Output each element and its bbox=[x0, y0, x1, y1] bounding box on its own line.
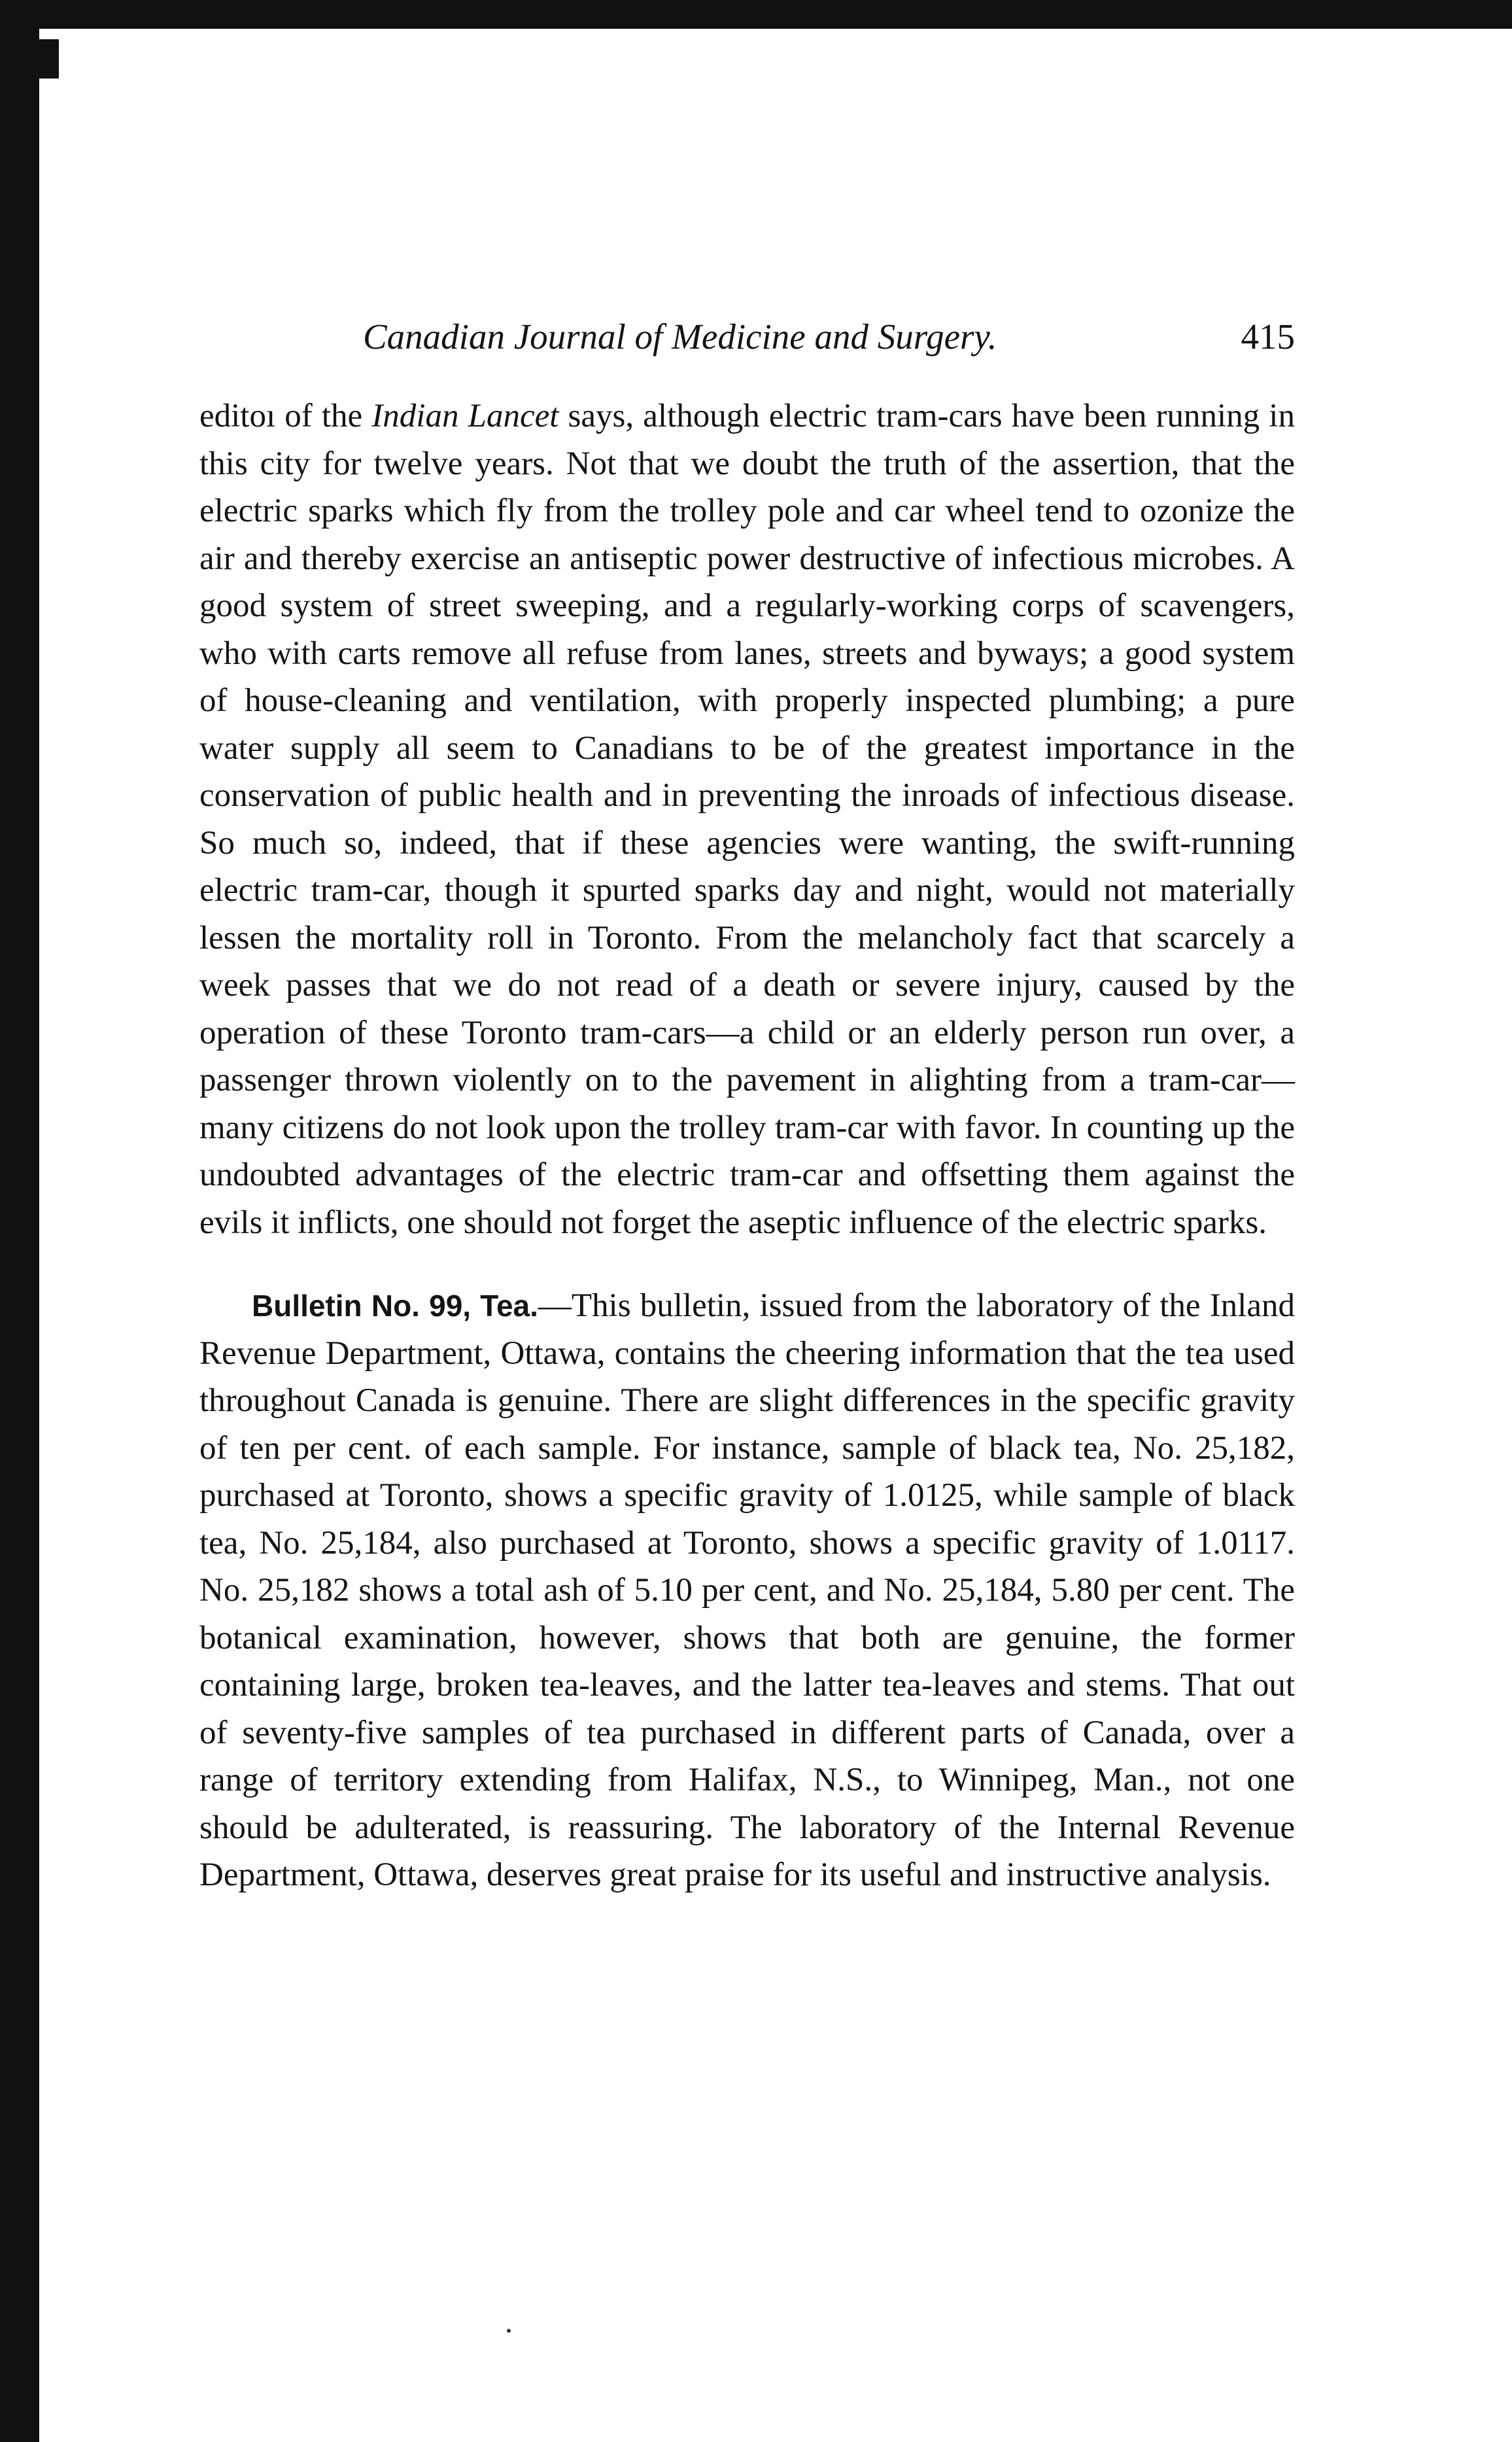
scan-top-border bbox=[0, 0, 1512, 29]
page-number: 415 bbox=[1241, 317, 1295, 357]
paragraph-tea-text: —This bulletin, issued from the laboratory of the Inland Revenue Department, Ottawa, contains the cheering information that the tea used throughout Canada is genuine. There are slight differences in the specific gravity of ten per cent. of each sample. For instance, sample of black tea, No. 25,182, purchased at Toronto, shows a specific gravity of 1.0125, while sample of black tea, No. 25,184, also purchased at Toronto, shows a specific gravity of 1.0117. No. 25,182 shows a total ash of 5.10 per cent, and No. 25,184, 5.80 per cent. The botanical examination, however, shows that both are genuine, the former containing large, broken tea-leaves, and the latter tea-leaves and stems. That out of seventy-five samples of tea purchased in different parts of Canada, over a range of territory extending from Halifax, N.S., to Winnipeg, Man., not one should be adulterated, is reassuring. The laboratory of the Internal Revenue Department, Ottawa, deserves great praise for its useful and instructive analysis. bbox=[199, 1287, 1295, 1893]
publication-title: Indian Lancet bbox=[371, 398, 559, 434]
running-head bbox=[199, 307, 1295, 366]
journal-page bbox=[199, 307, 1295, 1899]
journal-title: Canadian Journal of Medicine and Surgery. bbox=[363, 317, 997, 357]
paragraph-trolley-text: says, although electric tram-cars have been running in this city for twelve years. Not that we doubt the truth of the assertion, that the electric sparks which fly from the trolley pole and car wheel tend to ozonize the air and thereby exercise an antiseptic power destructive of infectious microbes. A good system of street sweeping, and a regularly-working corps of scavengers, who with carts remove all refuse from lanes, streets and byways; a good system of house-cleaning and ventilation, with properly inspected plumbing; a pure water supply all seem to Canadians to be of the greatest importance in the conservation of public health and in preventing the inroads of infectious disease. So much so, indeed, that if these agencies were wanting, the swift-running electric tram-car, though it spurted sparks day and night, would not materially lessen the mortality roll in Toronto. From the melancholy fact that scarcely a week passes that we do not read of a death or severe injury, caused by the operation of these Toronto tram-cars—a child or an elderly person run over, a passenger thrown violently on to the pavement in alighting from a tram-car—many citizens do not look upon the trolley tram-car with favor. In counting up the undoubted advantages of the electric tram-car and offsetting them against the evils it inflicts, one should not forget the aseptic influence of the electric sparks. bbox=[199, 398, 1295, 1241]
paragraph-spacer bbox=[199, 1246, 1295, 1282]
scan-speck bbox=[507, 2329, 511, 2333]
paragraph-trolley bbox=[199, 392, 1295, 1246]
paragraph-tea-bulletin bbox=[199, 1282, 1295, 1899]
bulletin-heading: Bulletin No. 99, Tea. bbox=[252, 1289, 538, 1323]
article-body bbox=[199, 392, 1295, 1899]
paragraph-trolley-prefix: editoı of the bbox=[199, 398, 372, 434]
scan-left-border bbox=[0, 0, 39, 2442]
